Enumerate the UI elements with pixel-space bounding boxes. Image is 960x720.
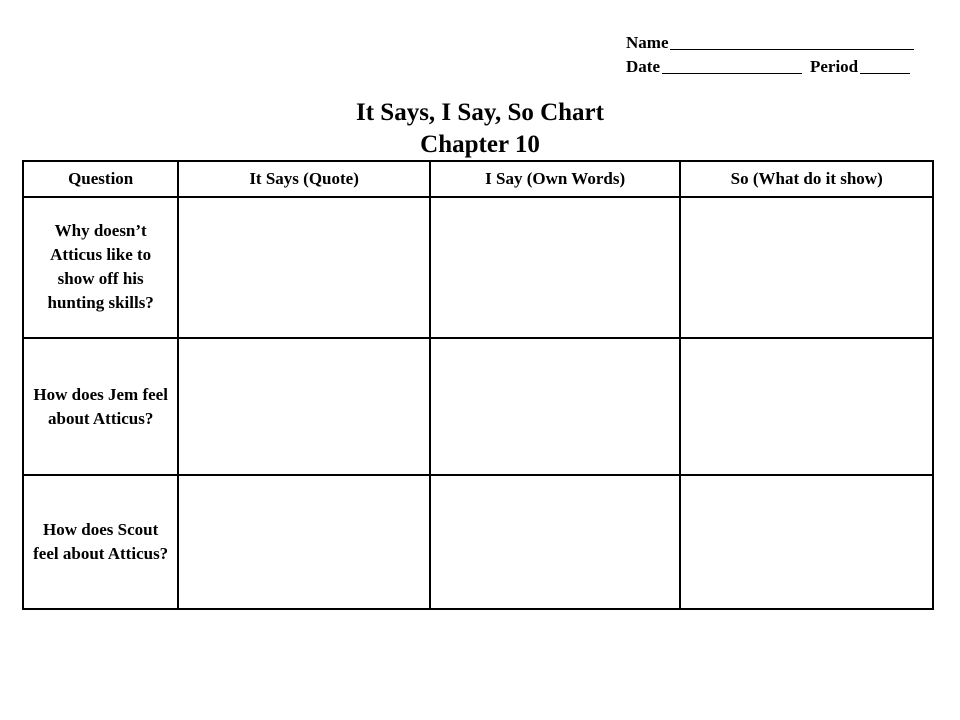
- name-field-row: [626, 30, 926, 54]
- title-line-2: Chapter 10: [420, 131, 540, 158]
- column-header-i-say: I Say (Own Words): [430, 161, 681, 197]
- table-header-row: [23, 161, 933, 197]
- date-period-field-row: [626, 54, 926, 78]
- column-header-so: So (What do it show): [680, 161, 933, 197]
- table-row: [23, 475, 933, 609]
- question-cell: How does Scout feel about Atticus?: [23, 475, 178, 609]
- student-info-fields: [626, 30, 926, 78]
- period-label: Period: [809, 57, 859, 76]
- worksheet-title: [0, 97, 960, 161]
- it-says-answer-cell[interactable]: [178, 475, 430, 609]
- column-header-it-says: It Says (Quote): [178, 161, 430, 197]
- it-says-answer-cell[interactable]: [178, 197, 430, 338]
- table-row: [23, 338, 933, 476]
- date-blank-line[interactable]: [662, 57, 802, 74]
- so-answer-cell[interactable]: [680, 338, 933, 476]
- period-blank-line[interactable]: [860, 57, 910, 74]
- so-answer-cell[interactable]: [680, 197, 933, 338]
- i-say-answer-cell[interactable]: [430, 338, 681, 476]
- date-label: Date: [626, 57, 660, 76]
- it-says-i-say-so-table: [22, 160, 934, 610]
- question-cell: Why doesn’t Atticus like to show off his hunting skills?: [23, 197, 178, 338]
- table-row: [23, 197, 933, 338]
- it-says-answer-cell[interactable]: [178, 338, 430, 476]
- so-answer-cell[interactable]: [680, 475, 933, 609]
- i-say-answer-cell[interactable]: [430, 197, 681, 338]
- name-label: Name: [626, 33, 669, 52]
- column-header-question: Question: [23, 161, 178, 197]
- question-cell: How does Jem feel about Atticus?: [23, 338, 178, 476]
- name-blank-line[interactable]: [670, 33, 914, 50]
- i-say-answer-cell[interactable]: [430, 475, 681, 609]
- title-line-1: It Says, I Say, So Chart: [356, 99, 604, 126]
